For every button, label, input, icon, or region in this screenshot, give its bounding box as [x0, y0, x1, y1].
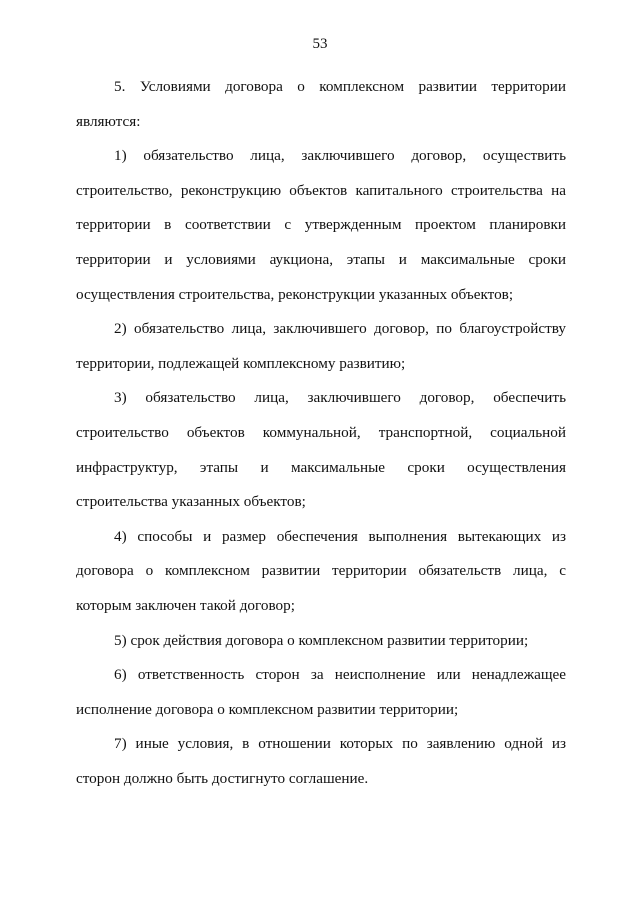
paragraph-line: осуществления строительства, реконструкции указанных объектов;	[76, 285, 514, 303]
paragraph-line: строительство объектов коммунальной, транспортной, социальной	[76, 423, 566, 441]
paragraph	[76, 727, 566, 796]
paragraph-line: территории и условиями аукциона, этапы и максимальные сроки	[76, 250, 566, 268]
paragraph-line: сторон должно быть достигнуто соглашение.	[76, 769, 369, 787]
paragraph-line: 6) ответственность сторон за неисполнение или ненадлежащее	[114, 666, 566, 684]
paragraph	[76, 624, 566, 659]
document-body	[76, 70, 566, 796]
paragraph-line: 5. Условиями договора о комплексном развитии территории	[114, 78, 566, 95]
paragraph-line: территории, подлежащей комплексному развитию;	[76, 354, 406, 372]
page-number: 53	[312, 36, 328, 52]
paragraph	[76, 658, 566, 727]
paragraph-line: территории в соответствии с утвержденным проектом планировки	[76, 216, 566, 234]
paragraph-line: договора о комплексном развитии территории обязательств лица, с	[76, 562, 566, 580]
paragraph	[76, 520, 566, 624]
paragraph-line: 4) способы и размер обеспечения выполнения вытекающих из	[114, 527, 566, 545]
paragraph-line: строительство, реконструкцию объектов капитального строительства на	[76, 181, 566, 199]
paragraph-line: 7) иные условия, в отношении которых по заявлению одной из	[114, 735, 566, 753]
paragraph	[76, 139, 566, 312]
paragraph-line: строительства указанных объектов;	[76, 493, 306, 511]
paragraph-line: 3) обязательство лица, заключившего договор, обеспечить	[114, 389, 566, 407]
paragraph	[76, 312, 566, 381]
paragraph-line: 5) срок действия договора о комплексном развитии территории;	[114, 631, 529, 649]
paragraph-line: являются:	[76, 112, 141, 130]
paragraph-line: инфраструктур, этапы и максимальные сроки осуществления	[76, 458, 566, 476]
paragraph	[76, 381, 566, 519]
paragraph	[76, 70, 566, 139]
paragraph-line: которым заключен такой договор;	[76, 596, 295, 614]
paragraph-line: 1) обязательство лица, заключившего договор, осуществить	[114, 147, 566, 165]
paragraph-line: исполнение договора о комплексном развитии территории;	[76, 700, 459, 718]
paragraph-line: 2) обязательство лица, заключившего договор, по благоустройству	[114, 320, 566, 338]
